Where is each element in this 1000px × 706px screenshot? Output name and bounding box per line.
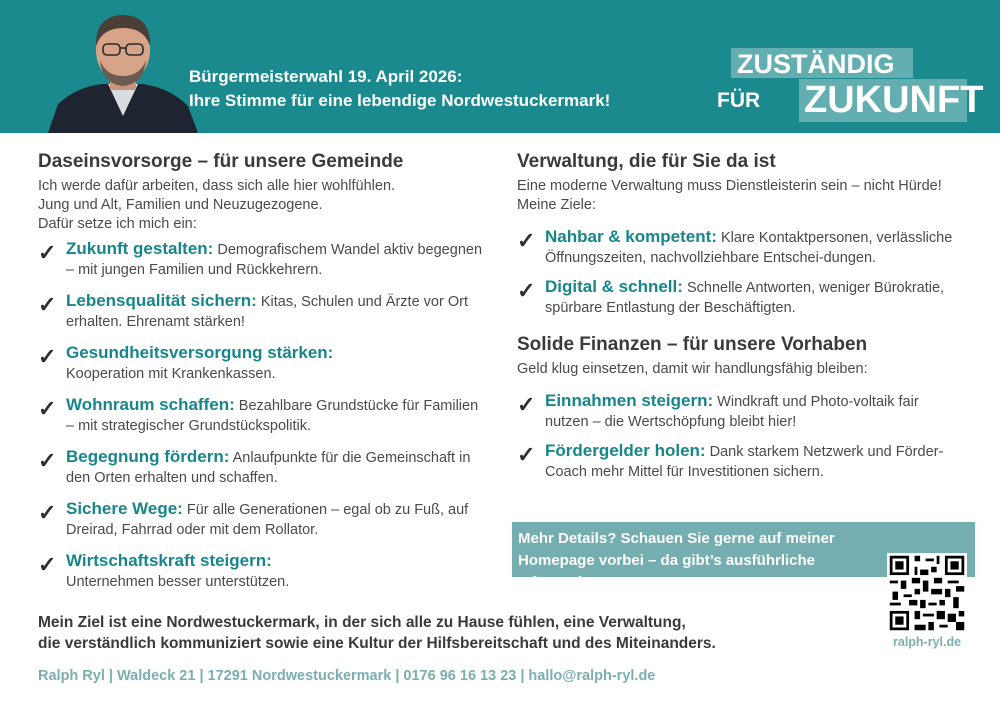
header-banner [0, 0, 1000, 133]
checkmark-icon: ✓ [38, 396, 57, 421]
item-heading: Begegnung fördern: [66, 447, 230, 466]
intro-line: Dafür setze ich mich ein: [38, 216, 197, 232]
left-column [38, 149, 483, 592]
list-item [517, 277, 962, 318]
list-item [38, 551, 483, 592]
item-text: Unternehmen besser unterstützen. [66, 574, 290, 590]
item-text: Für alle Generationen – egal ob zu Fuß, auf Dreirad, Fahrrad oder mit dem Rollator. [66, 502, 469, 538]
section-title-daseinsvorsorge: Daseinsvorsorge – für unsere Gemeinde [38, 151, 404, 172]
checkmark-icon: ✓ [38, 344, 57, 369]
item-heading: Zukunft gestalten: [66, 239, 214, 258]
intro-daseinsvorsorge [38, 177, 483, 234]
section-title-verwaltung: Verwaltung, die für Sie da ist [517, 151, 776, 172]
item-text: Schnelle Antworten, weniger Bürokratie, spürbare Entlastung der Beschäftigten. [545, 280, 945, 316]
checkmark-icon: ✓ [517, 278, 536, 303]
intro-line: Jung und Alt, Familien und Neuzugezogene. [38, 197, 323, 213]
list-item [38, 291, 483, 332]
checkmark-icon: ✓ [38, 500, 57, 525]
item-text: Kitas, Schulen und Ärzte vor Ort erhalten. Ehrenamt stärken! [66, 294, 468, 330]
item-text: Klare Kontaktpersonen, verlässliche Öffnungszeiten, nachvollziehbare Entschei-dungen. [545, 230, 953, 266]
list-item [38, 343, 483, 384]
slogan-badge [717, 48, 984, 122]
list-item [38, 447, 483, 488]
item-text: Bezahlbare Grundstücke für Familien – mit strategischer Grundstückspolitik. [66, 398, 479, 434]
item-text: Anlaufpunkte für die Gemeinschaft in den Orten erhalten und schaffen. [66, 450, 471, 486]
contact-footer: Ralph Ryl | Waldeck 21 | 17291 Nordwestuckermark | 0176 96 16 13 23 | hallo@ralph-ryl.de [38, 668, 656, 684]
list-item [38, 239, 483, 280]
intro-line: Ich werde dafür arbeiten, dass sich alle hier wohlfühlen. [38, 178, 396, 194]
item-text: Demografischem Wandel aktiv begegnen – mit jungen Familien und Rückkehrern. [66, 242, 483, 278]
checkmark-icon: ✓ [38, 292, 57, 317]
badge-word-3: ZUKUNFT [804, 79, 984, 121]
headline-line-2: Ihre Stimme für eine lebendige Nordwestuckermark! [189, 91, 611, 110]
qr-caption[interactable]: ralph-ryl.de [893, 635, 962, 649]
checkmark-icon: ✓ [38, 552, 57, 577]
item-heading: Sichere Wege: [66, 499, 183, 518]
item-heading: Wirtschaftskraft steigern: [66, 551, 272, 570]
checkmark-icon: ✓ [38, 448, 57, 473]
candidate-portrait [48, 6, 198, 133]
list-item [517, 391, 962, 432]
goal-line: die verständlich kommuniziert sowie eine Kultur der Hilfsbereitschaft und des Miteinanders. [38, 635, 716, 652]
item-heading: Lebensqualität sichern: [66, 291, 257, 310]
list-item [38, 395, 483, 436]
checkmark-icon: ✓ [38, 240, 57, 265]
list-item [517, 227, 962, 268]
item-heading: Einnahmen steigern: [545, 391, 714, 410]
details-text: Mehr Details? Schauen Sie gerne auf meiner Homepage vorbei – da gibt’s ausführliche Informationen! [518, 530, 835, 591]
checkmark-icon: ✓ [517, 392, 536, 417]
badge-word-2: FÜR [717, 89, 761, 112]
checkmark-icon: ✓ [517, 442, 536, 467]
right-column [517, 149, 962, 482]
item-text: Kooperation mit Krankenkassen. [66, 366, 276, 382]
item-heading: Gesundheitsversorgung stärken: [66, 343, 334, 362]
item-heading: Fördergelder holen: [545, 441, 706, 460]
goal-line: Mein Ziel ist eine Nordwestuckermark, in der sich alle zu Hause fühlen, eine Verwaltung, [38, 614, 686, 631]
intro-finanzen: Geld klug einsetzen, damit wir handlungsfähig bleiben: [517, 361, 868, 377]
item-text: Dank starkem Netzwerk und Förder-Coach mehr Mittel für Investitionen sichern. [545, 444, 944, 480]
checkmark-icon: ✓ [517, 228, 536, 253]
list-item [38, 499, 483, 540]
item-heading: Wohnraum schaffen: [66, 395, 235, 414]
list-item [517, 441, 962, 482]
qr-code[interactable] [887, 553, 967, 633]
badge-word-1: ZUSTÄNDIG [737, 49, 895, 79]
headline-line-1: Bürgermeisterwahl 19. April 2026: [189, 67, 463, 86]
section-title-finanzen: Solide Finanzen – für unsere Vorhaben [517, 334, 868, 355]
item-heading: Nahbar & kompetent: [545, 227, 717, 246]
intro-verwaltung: Eine moderne Verwaltung muss Dienstleisterin sein – nicht Hürde! Meine Ziele: [517, 178, 942, 213]
item-text: Windkraft und Photo-voltaik fair nutzen – die Wertschöpfung bleibt hier! [545, 394, 919, 430]
headline [189, 65, 610, 113]
goal-statement [38, 612, 778, 654]
item-heading: Digital & schnell: [545, 277, 683, 296]
